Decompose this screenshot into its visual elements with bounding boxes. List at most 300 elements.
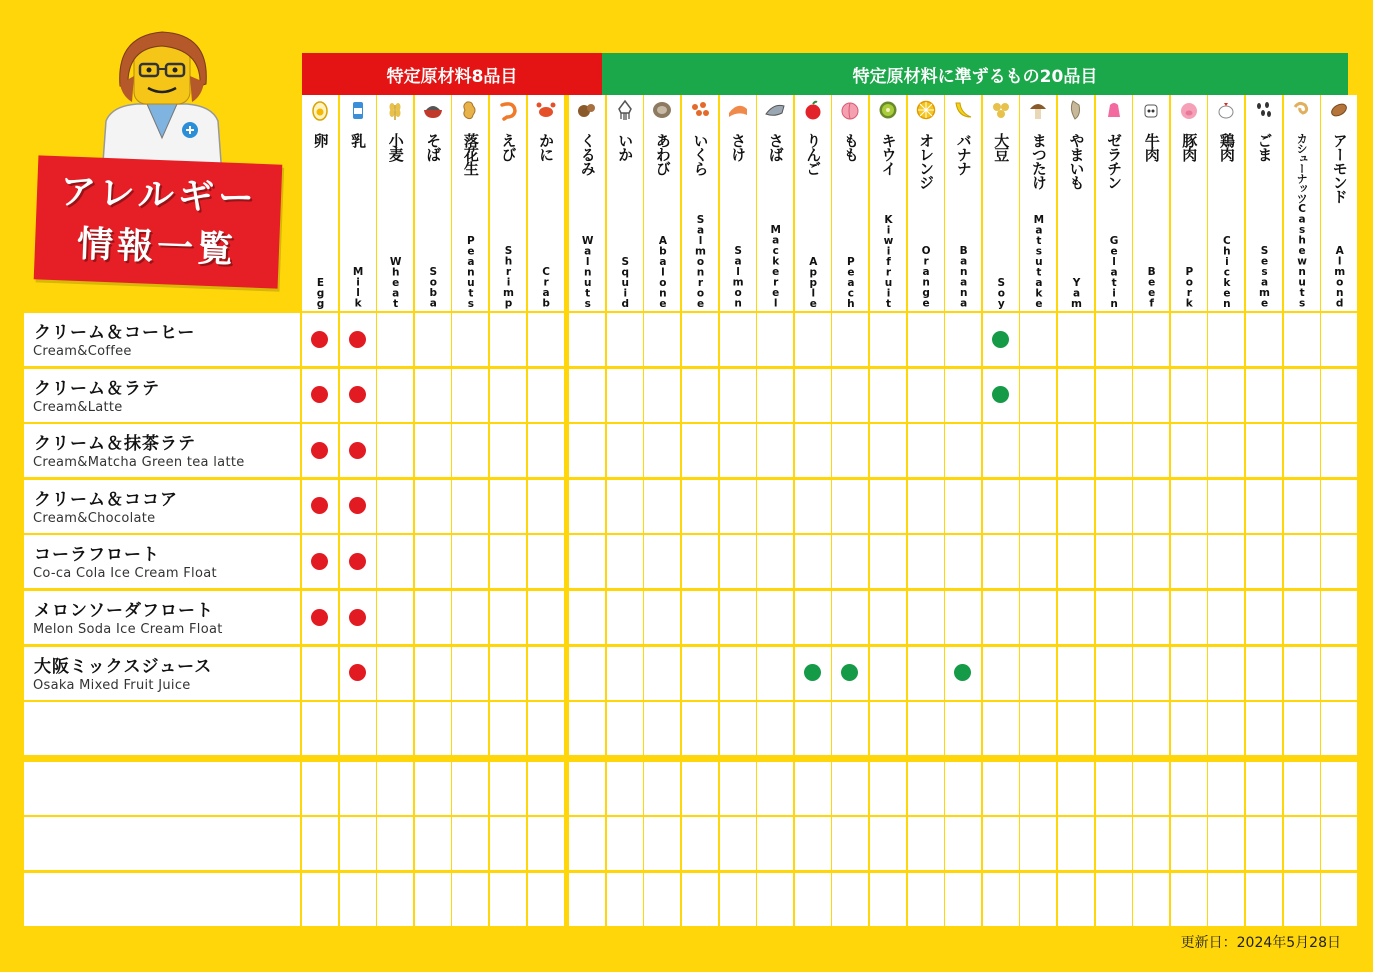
allergen-cell-salmonroe [682,313,718,366]
allergen-cell-yam [1058,535,1094,588]
allergen-cell-yam [1058,873,1094,926]
allergen-cell-cashewnuts [1284,591,1320,644]
allergen-cell-peanuts [452,702,488,755]
allergen-header-walnuts [569,95,605,311]
allergen-header-almond [1321,95,1357,311]
menu-item-en-name: Cream&Latte [33,399,123,415]
allergen-cell-cashewnuts [1284,762,1320,815]
allergen-cell-yam [1058,424,1094,477]
menu-item-en-name: Cream&Chocolate [33,510,156,526]
contains-allergen-dot [349,664,366,681]
allergen-header-sesame [1246,95,1282,311]
allergen-cell-kiwifruit [870,313,906,366]
allergen-cell-wheat [377,817,413,870]
allergen-cell-salmon [720,369,756,422]
allergen-cell-mackerel [757,591,793,644]
menu-item-jp-name: コーラフロート [34,545,160,566]
allergen-cell-peanuts [452,369,488,422]
allergen-cell-kiwifruit [870,702,906,755]
allergen-cell-peach [832,873,868,926]
pig-icon [1178,99,1200,121]
allergen-cell-kiwifruit [870,535,906,588]
allergen-cell-kiwifruit [870,762,906,815]
allergen-cell-squid [607,817,643,870]
allergen-cell-soba [415,762,451,815]
allergen-header-cashewnuts [1284,95,1320,311]
allergen-cell-egg [302,647,338,700]
allergen-cell-almond [1321,480,1357,533]
allergen-cell-walnuts [569,535,605,588]
contains-allergen-dot [311,609,328,626]
allergen-en-label: Orange [920,245,933,308]
allergen-cell-shrimp [490,313,526,366]
allergen-cell-orange [908,762,944,815]
allergen-cell-matsutake [1020,369,1056,422]
allergen-cell-kiwifruit [870,369,906,422]
allergen-en-label: Abalone [656,234,669,308]
crab-icon [535,99,557,121]
allergen-cell-yam [1058,647,1094,700]
allergen-cell-banana [945,424,981,477]
allergen-cell-pork [1171,369,1207,422]
contains-allergen-dot [311,331,328,348]
allergen-cell-cashewnuts [1284,424,1320,477]
allergen-cell-salmon [720,817,756,870]
allergen-cell-egg [302,535,338,588]
mushroom-icon [1027,99,1049,121]
allergen-cell-shrimp [490,535,526,588]
allergen-cell-peach [832,424,868,477]
allergen-cell-sesame [1246,702,1282,755]
allergen-jp-label: 牛肉 [1142,133,1161,161]
allergen-cell-sesame [1246,535,1282,588]
allergen-cell-chicken [1208,591,1244,644]
allergen-en-label: Pork [1183,266,1196,308]
allergen-cell-salmon [720,535,756,588]
allergen-cell-crab [528,647,564,700]
allergen-cell-kiwifruit [870,480,906,533]
allergen-en-label: Gelatin [1108,234,1121,308]
allergen-jp-label: くるみ [578,133,597,175]
allergen-cell-cashewnuts [1284,535,1320,588]
contains-allergen-dot [349,386,366,403]
allergen-en-label: Peanuts [464,234,477,308]
allergen-jp-label: カシューナッツ [1295,133,1309,203]
allergen-cell-abalone [644,817,680,870]
allergen-cell-soba [415,369,451,422]
allergen-jp-label: さけ [729,133,748,161]
allergen-cell-orange [908,591,944,644]
allergen-en-label: Walnuts [581,234,594,308]
allergen-cell-mackerel [757,762,793,815]
allergen-en-label: Apple [807,255,820,308]
allergen-cell-matsutake [1020,424,1056,477]
allergen-cell-matsutake [1020,817,1056,870]
allergen-en-label: Squid [619,255,632,308]
allergen-cell-banana [945,762,981,815]
allergen-cell-soy [983,591,1019,644]
menu-item-name-cell [24,369,300,422]
allergen-cell-chicken [1208,369,1244,422]
allergen-cell-apple [795,424,831,477]
allergen-cell-yam [1058,762,1094,815]
menu-item-jp-name: 大阪ミックスジュース [34,656,213,677]
allergen-cell-gelatin [1096,762,1132,815]
contains-ingredient-dot [841,664,858,681]
allergen-cell-crab [528,762,564,815]
allergen-cell-almond [1321,873,1357,926]
allergen-cell-egg [302,313,338,366]
allergen-cell-soba [415,873,451,926]
allergen-cell-sesame [1246,647,1282,700]
allergen-cell-peanuts [452,591,488,644]
allergen-cell-almond [1321,591,1357,644]
allergen-cell-peach [832,647,868,700]
allergen-cell-soba [415,313,451,366]
allergen-cell-shrimp [490,369,526,422]
allergen-cell-sesame [1246,424,1282,477]
menu-item-en-name: Cream&Coffee [33,344,132,359]
allergen-cell-apple [795,480,831,533]
title-line-2: 情報一覧 [76,223,238,272]
allergen-jp-label: りんご [804,133,823,175]
allergen-cell-squid [607,591,643,644]
allergen-cell-crab [528,480,564,533]
allergen-en-label: Soba [427,266,440,308]
almond-icon [1328,99,1350,121]
allergen-cell-cashewnuts [1284,647,1320,700]
menu-item-jp-name: クリーム＆抹茶ラテ [34,434,196,455]
allergen-cell-walnuts [569,817,605,870]
allergen-cell-mackerel [757,873,793,926]
menu-item-name-cell [24,480,300,533]
allergen-cell-egg [302,762,338,815]
allergen-en-label: Crab [540,266,553,308]
allergen-cell-almond [1321,762,1357,815]
allergen-cell-peanuts [452,817,488,870]
allergen-cell-salmon [720,873,756,926]
allergen-cell-apple [795,702,831,755]
allergen-cell-milk [340,762,376,815]
menu-item-jp-name: クリーム＆ラテ [34,378,160,399]
allergen-cell-banana [945,480,981,533]
allergen-cell-shrimp [490,762,526,815]
allergen-cell-mackerel [757,535,793,588]
allergen-cell-salmon [720,591,756,644]
allergen-cell-shrimp [490,873,526,926]
allergen-cell-pork [1171,313,1207,366]
allergen-cell-walnuts [569,369,605,422]
allergen-cell-wheat [377,762,413,815]
allergen-header-soba [415,95,451,311]
allergen-jp-label: ゼラチン [1105,133,1124,189]
allergen-cell-shrimp [490,424,526,477]
allergen-cell-pork [1171,647,1207,700]
allergen-jp-label: いか [616,133,635,161]
allergen-cell-gelatin [1096,424,1132,477]
allergen-cell-salmonroe [682,480,718,533]
allergen-cell-egg [302,873,338,926]
egg-icon [309,99,331,121]
allergen-header-salmon [720,95,756,311]
allergen-header-soy [983,95,1019,311]
allergen-cell-chicken [1208,817,1244,870]
allergen-cell-soy [983,480,1019,533]
menu-item-name-cell [24,535,300,588]
allergen-cell-peach [832,535,868,588]
allergen-en-label: Kiwifruit [882,213,895,308]
allergen-jp-label: 卵 [311,133,330,147]
allergen-cell-abalone [644,591,680,644]
allergen-cell-beef [1133,535,1169,588]
allergen-cell-egg [302,591,338,644]
allergen-cell-salmon [720,424,756,477]
menu-item-name-cell [24,424,300,477]
allergen-cell-orange [908,647,944,700]
contains-allergen-dot [311,386,328,403]
allergen-cell-crab [528,817,564,870]
allergen-cell-abalone [644,424,680,477]
allergen-cell-beef [1133,369,1169,422]
allergen-cell-chicken [1208,535,1244,588]
allergen-cell-beef [1133,480,1169,533]
soba-bowl-icon [422,99,444,121]
allergen-cell-sesame [1246,480,1282,533]
menu-item-en-name: Co-ca Cola Ice Cream Float [33,566,217,582]
allergen-cell-abalone [644,762,680,815]
sesame-icon [1253,99,1275,121]
allergen-cell-soy [983,762,1019,815]
specified-allergens-header: 特定原材料8品目 [302,53,602,95]
allergen-cell-squid [607,702,643,755]
allergen-cell-crab [528,702,564,755]
allergen-cell-wheat [377,873,413,926]
allergen-cell-pork [1171,873,1207,926]
allergen-cell-sesame [1246,313,1282,366]
allergen-cell-kiwifruit [870,591,906,644]
allergen-cell-sesame [1246,762,1282,815]
allergen-header-mackerel [757,95,793,311]
allergen-header-wheat [377,95,413,311]
allergen-cell-abalone [644,369,680,422]
allergen-cell-milk [340,873,376,926]
allergen-cell-peanuts [452,873,488,926]
allergen-cell-kiwifruit [870,647,906,700]
allergen-jp-label: アーモンド [1330,133,1349,203]
allergen-cell-apple [795,817,831,870]
allergen-cell-walnuts [569,647,605,700]
allergen-header-salmonroe [682,95,718,311]
allergen-cell-orange [908,480,944,533]
allergen-cell-pork [1171,817,1207,870]
allergen-cell-beef [1133,702,1169,755]
allergen-cell-orange [908,873,944,926]
allergen-en-label: Chicken [1220,234,1233,308]
allergen-cell-yam [1058,591,1094,644]
allergen-cell-pork [1171,702,1207,755]
allergen-cell-soy [983,424,1019,477]
contains-ingredient-dot [954,664,971,681]
allergen-cell-yam [1058,817,1094,870]
chicken-icon [1215,99,1237,121]
allergen-cell-gelatin [1096,591,1132,644]
allergen-cell-walnuts [569,702,605,755]
allergen-cell-almond [1321,313,1357,366]
allergen-cell-soy [983,873,1019,926]
contains-allergen-dot [349,497,366,514]
allergen-cell-mackerel [757,817,793,870]
salmon-roe-icon [689,99,711,121]
allergen-cell-soba [415,647,451,700]
contains-allergen-dot [311,497,328,514]
updated-date: 更新日：2024年5月28日 [1180,935,1341,951]
allergen-cell-orange [908,424,944,477]
allergen-cell-peanuts [452,535,488,588]
menu-item-name-cell [24,762,300,815]
allergen-jp-label: かに [537,133,556,161]
allergen-cell-peanuts [452,480,488,533]
allergen-cell-shrimp [490,702,526,755]
allergen-header-squid [607,95,643,311]
allergen-cell-beef [1133,424,1169,477]
allergen-jp-label: 落花生 [461,133,480,175]
allergen-cell-wheat [377,369,413,422]
allergen-cell-matsutake [1020,873,1056,926]
allergen-cell-gelatin [1096,647,1132,700]
allergen-cell-matsutake [1020,535,1056,588]
allergen-cell-apple [795,313,831,366]
allergen-cell-salmonroe [682,535,718,588]
allergen-cell-kiwifruit [870,424,906,477]
allergen-cell-salmonroe [682,369,718,422]
allergen-cell-shrimp [490,480,526,533]
allergen-cell-peach [832,369,868,422]
allergen-cell-wheat [377,480,413,533]
allergen-cell-salmon [720,480,756,533]
allergen-cell-kiwifruit [870,817,906,870]
menu-item-name-cell [24,313,300,366]
allergen-cell-salmonroe [682,873,718,926]
menu-item-jp-name: メロンソーダフロート [34,601,214,621]
allergen-cell-yam [1058,480,1094,533]
allergen-cell-chicken [1208,424,1244,477]
menu-item-jp-name: クリーム＆ココア [34,489,178,510]
allergen-jp-label: キウイ [879,133,898,175]
allergen-cell-mackerel [757,424,793,477]
allergen-en-label: Sesame [1258,245,1271,308]
allergen-jp-label: さば [766,133,785,161]
allergen-cell-squid [607,535,643,588]
equivalent-allergens-header: 特定原材料に準ずるもの20品目 [602,53,1348,95]
allergen-cell-chicken [1208,313,1244,366]
allergen-cell-chicken [1208,702,1244,755]
allergen-cell-egg [302,817,338,870]
allergen-cell-salmon [720,702,756,755]
allergen-cell-orange [908,702,944,755]
allergen-cell-squid [607,647,643,700]
allergen-header-gelatin [1096,95,1132,311]
allergen-cell-apple [795,591,831,644]
allergen-jp-label: オレンジ [917,133,936,189]
allergen-cell-matsutake [1020,762,1056,815]
allergen-cell-wheat [377,702,413,755]
allergen-en-label: Almond [1333,245,1346,308]
allergen-cell-soy [983,702,1019,755]
cow-icon [1140,99,1162,121]
allergen-en-label: Beef [1145,266,1158,308]
allergen-cell-abalone [644,647,680,700]
kiwi-icon [877,99,899,121]
allergen-cell-gelatin [1096,817,1132,870]
allergen-header-pork [1171,95,1207,311]
allergen-cell-shrimp [490,817,526,870]
allergen-cell-almond [1321,817,1357,870]
allergen-en-label: Cashewnuts [1296,203,1309,308]
allergen-cell-chicken [1208,873,1244,926]
soybean-icon [990,99,1012,121]
allergen-header-orange [908,95,944,311]
allergen-header-shrimp [490,95,526,311]
allergen-cell-pork [1171,424,1207,477]
allergen-cell-crab [528,535,564,588]
squid-icon [614,99,636,121]
mackerel-icon [764,99,786,121]
allergen-cell-matsutake [1020,591,1056,644]
allergen-cell-peach [832,313,868,366]
allergen-cell-salmonroe [682,591,718,644]
allergen-header-crab [528,95,564,311]
allergen-cell-apple [795,535,831,588]
allergen-cell-walnuts [569,762,605,815]
allergen-cell-chicken [1208,480,1244,533]
allergen-header-peach [832,95,868,311]
contains-ingredient-dot [992,386,1009,403]
allergen-cell-orange [908,817,944,870]
allergen-cell-soba [415,817,451,870]
allergen-jp-label: そば [424,133,443,161]
allergen-cell-abalone [644,702,680,755]
cashew-icon [1291,99,1313,121]
allergen-cell-banana [945,591,981,644]
apple-icon [802,99,824,121]
menu-item-name-cell [24,702,300,755]
allergen-cell-mackerel [757,702,793,755]
allergen-cell-milk [340,313,376,366]
allergen-cell-soy [983,313,1019,366]
menu-item-jp-name: クリーム＆コーヒー [34,323,196,343]
allergen-cell-peach [832,817,868,870]
yam-icon [1065,99,1087,121]
allergen-header-banana [945,95,981,311]
allergen-cell-egg [302,424,338,477]
allergen-cell-pork [1171,762,1207,815]
allergen-cell-banana [945,369,981,422]
allergen-header-yam [1058,95,1094,311]
scientist-figure-icon [92,26,232,176]
milk-bottle-icon [347,99,369,121]
contains-ingredient-dot [804,664,821,681]
allergen-jp-label: 豚肉 [1180,133,1199,161]
allergen-cell-gelatin [1096,702,1132,755]
menu-item-en-name: Melon Soda Ice Cream Float [33,622,223,637]
allergen-cell-milk [340,591,376,644]
allergen-cell-salmon [720,762,756,815]
allergen-cell-orange [908,535,944,588]
allergen-cell-almond [1321,702,1357,755]
allergen-cell-matsutake [1020,313,1056,366]
allergen-cell-gelatin [1096,480,1132,533]
allergen-en-label: Banana [957,245,970,308]
